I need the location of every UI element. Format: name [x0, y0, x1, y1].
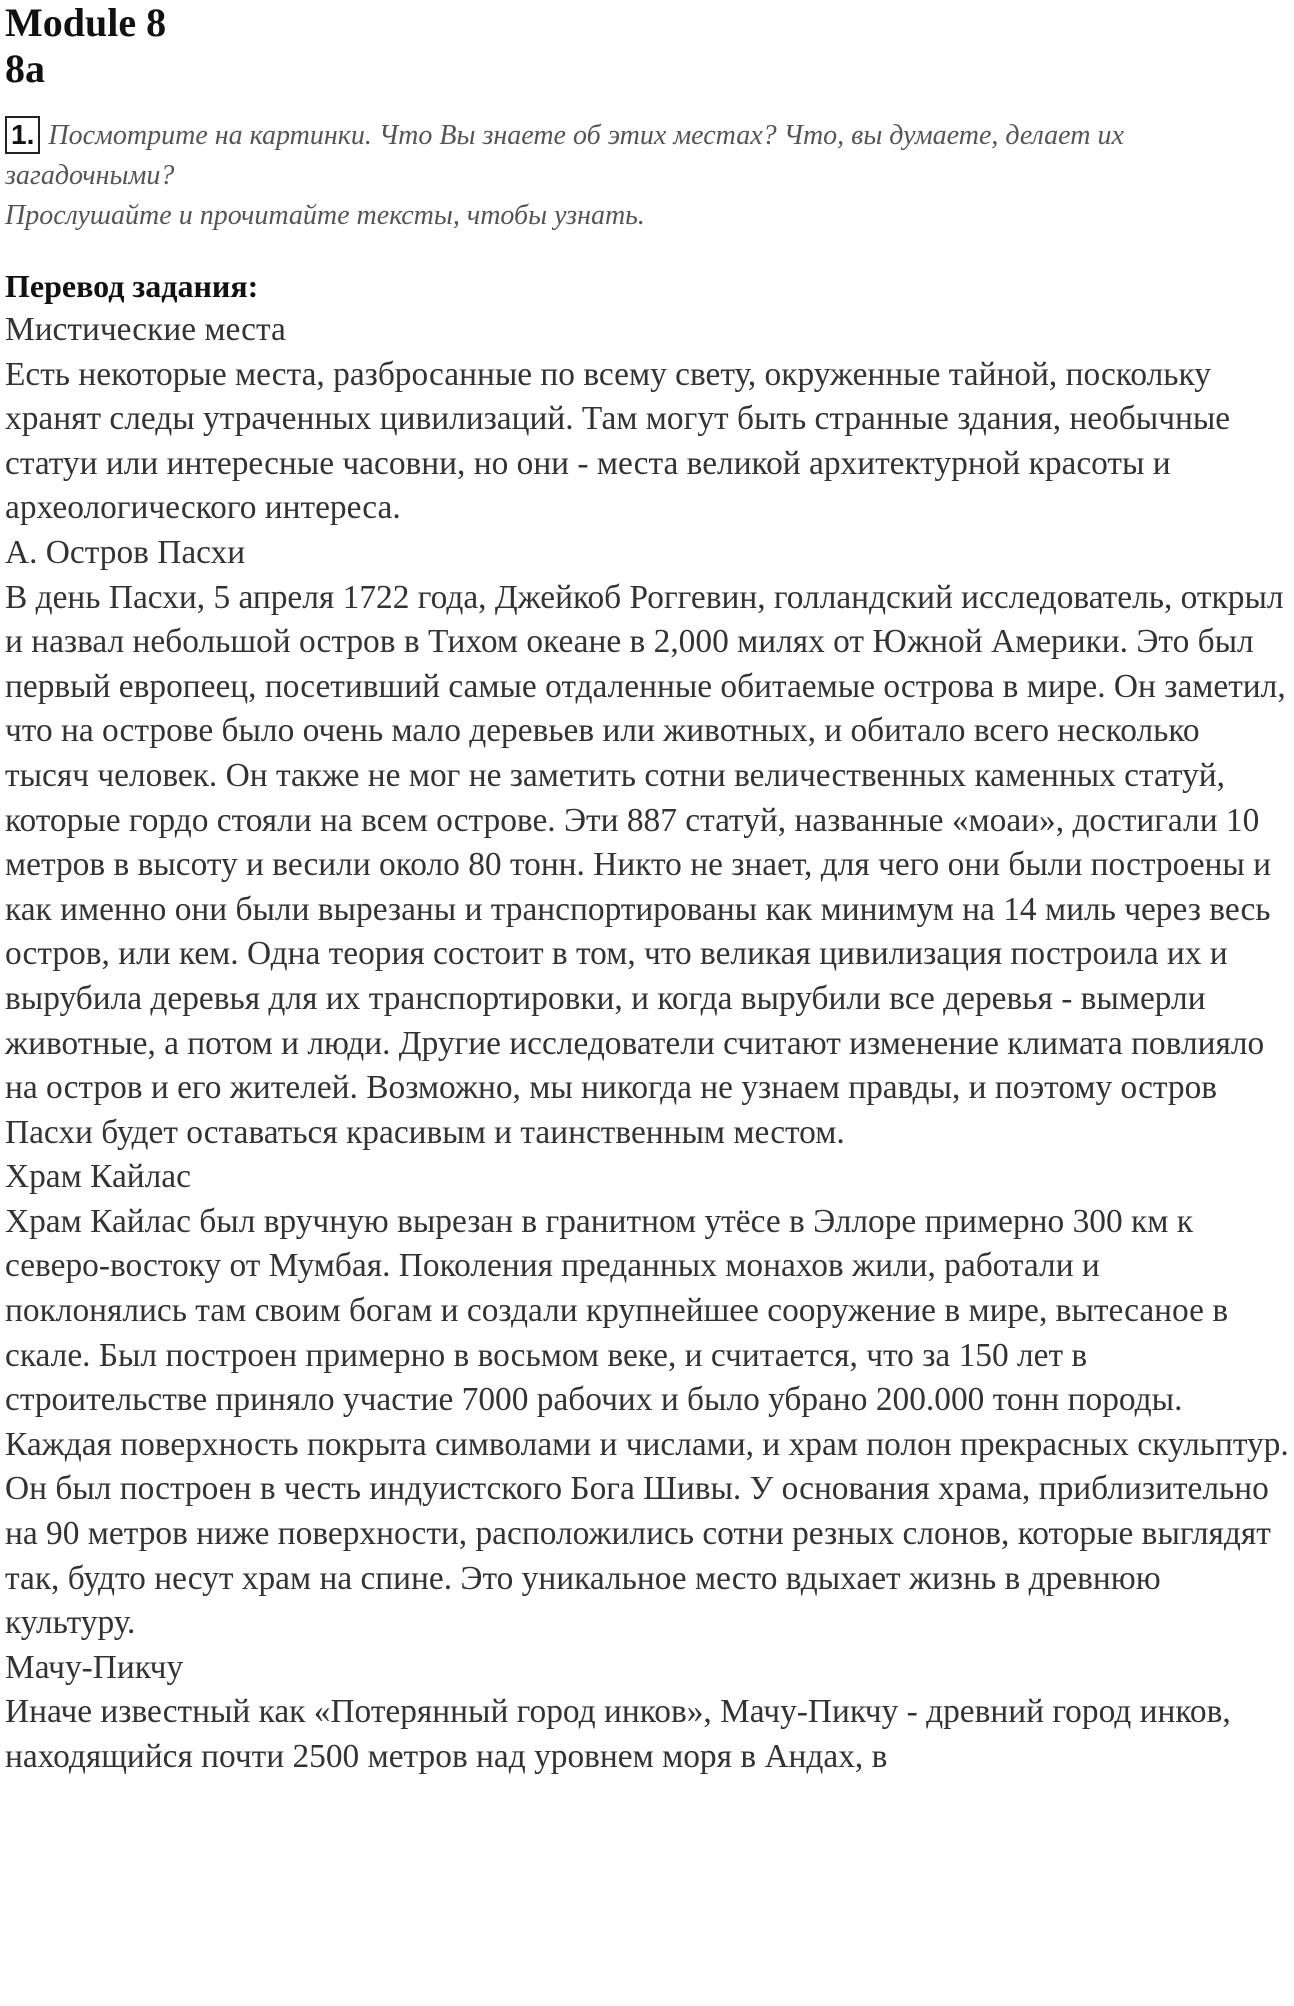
- section-title-kailas: Храм Кайлас: [5, 1158, 191, 1196]
- task-instruction: [5, 116, 1289, 236]
- task-number: 1.: [5, 116, 40, 154]
- section-title-easter-island: А. Остров Пасхи: [5, 533, 246, 571]
- section-text-machu-picchu: Иначе известный как «Потерянный город инков», Мачу-Пикчу - древний город инков, находящийся почти 2500 метров над уровнем моря в Андах, в: [5, 1693, 1231, 1775]
- translation-heading: Перевод задания:: [5, 268, 259, 304]
- task-instruction-line1: Посмотрите на картинки. Что Вы знаете об этих местах? Что, вы думаете, делает их загадочными?: [5, 120, 1124, 191]
- section-text-easter-island: В день Пасхи, 5 апреля 1722 года, Джейкоб Роггевин, голландский исследователь, открыл и назвал небольшой остров в Тихом океане в 2,000 милях от Южной Америки. Это был первый европеец, посетивший самые отдаленные обитаемые острова в мире. Он заметил, что на острове было очень мало деревьев или животных, и обитало всего несколько тысяч человек. Он также не мог не заметить сотни величественных каменных статуй, которые гордо стояли на всем острове. Эти 887 статуй, названные «моаи», достигали 10 метров в высоту и весили около 80 тонн. Никто не знает, для чего они были построены и как именно они были вырезаны и транспортированы как минимум на 14 миль через весь остров, или кем. Одна теория состоит в том, что великая цивилизация построила их и вырубила деревья для их транспортировки, и когда вырубили все деревья - вымерли животные, а потом и люди. Другие исследователи считают изменение климата повлияло на остров и его жителей. Возможно, мы никогда не узнаем правды, и поэтому остров Пасхи будет оставаться красивым и таинственным местом.: [5, 578, 1286, 1151]
- section-title-machu-picchu: Мачу-Пикчу: [5, 1648, 184, 1686]
- translation-title: Мистические места: [5, 311, 286, 348]
- task-instruction-line2: Прослушайте и прочитайте тексты, чтобы узнать.: [5, 200, 645, 231]
- translation-intro: Есть некоторые места, разбросанные по всему свету, окруженные тайной, поскольку хранят следы утраченных цивилизаций. Там могут быть странные здания, необычные статуи или интересные часовни, но они - места великой архитектурной красоты и археологического интереса.: [5, 355, 1231, 527]
- document-page: [5, 0, 1289, 1780]
- section-text-kailas: Храм Кайлас был вручную вырезан в гранитном утёсе в Эллоре примерно 300 км к северо-востоку от Мумбая. Поколения преданных монахов жили, работали и поклонялись там своим богам и создали крупнейшее сооружение в мире, вытесаное в скале. Был построен примерно в восьмом веке, и считается, что за 150 лет в строительстве приняло участие 7000 рабочих и было убрано 200.000 тонн породы. Каждая поверхность покрыта символами и числами, и храм полон прекрасных скульптур. Он был построен в честь индуистского Бога Шивы. У основания храма, приблизительно на 90 метров ниже поверхности, расположились сотни резных слонов, которые выглядят так, будто несут храм на спине. Это уникальное место вдыхает жизнь в древнюю культуру.: [5, 1202, 1289, 1642]
- module-title: Module 8: [5, 0, 167, 45]
- section-title: 8a: [5, 46, 45, 91]
